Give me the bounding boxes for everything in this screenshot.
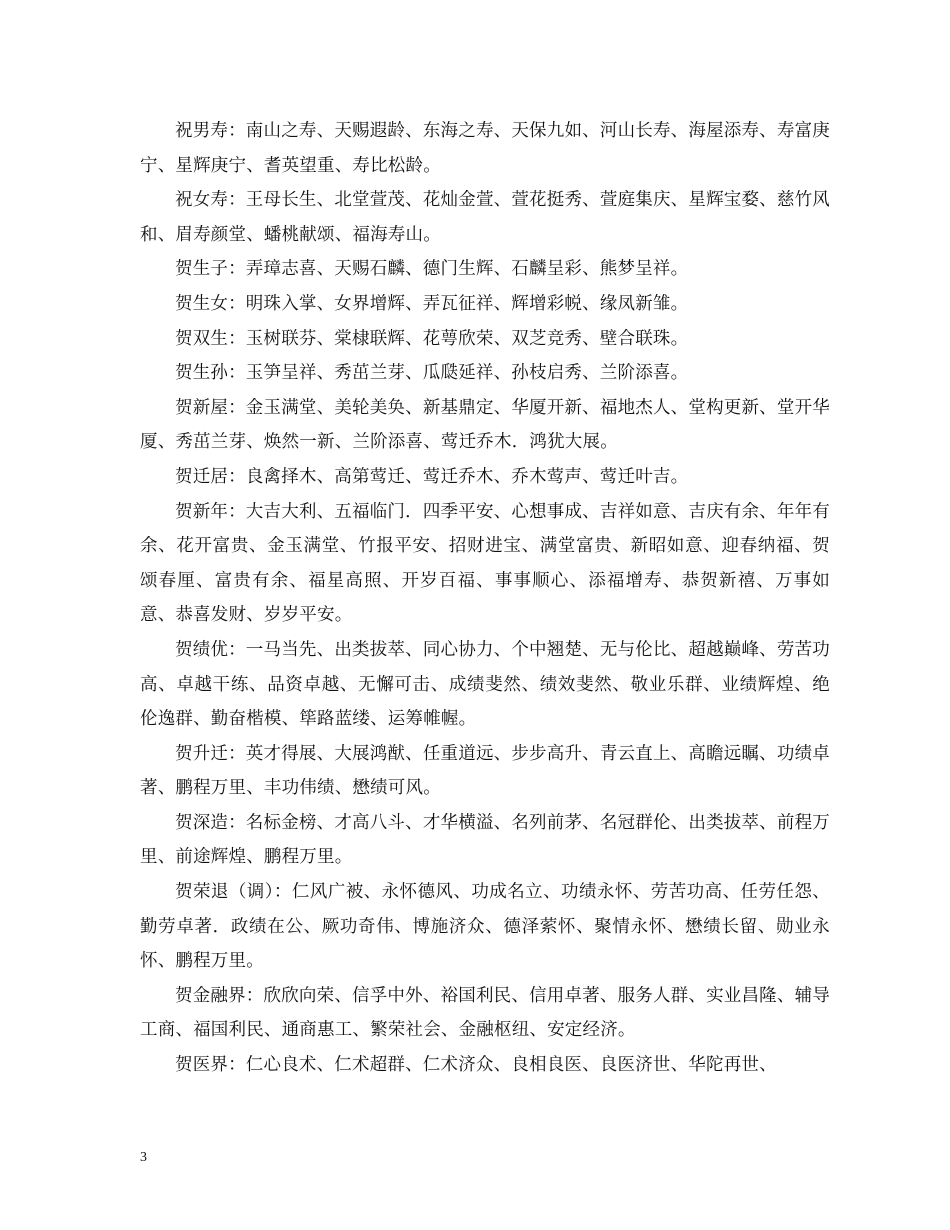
paragraph-moving: 贺迁居：良禽择木、高第莺迁、莺迁乔木、乔木莺声、莺迁叶吉。 bbox=[175, 466, 689, 487]
paragraph-twins: 贺双生：玉树联芬、棠棣联辉、花萼欣荣、双芝竞秀、壁合联珠。 bbox=[175, 328, 689, 349]
page-number: 3 bbox=[140, 1150, 147, 1165]
paragraph-birth-son: 贺生子：弄璋志喜、天赐石麟、德门生辉、石麟呈彩、熊梦呈祥。 bbox=[175, 259, 689, 280]
paragraph-new-year: 贺新年：大吉大利、五福临门．四季平安、心想事成、吉祥如意、吉庆有余、年年有余、花开富贵、金玉满堂、竹报平安、招财进宝、满堂富贵、新昭如意、迎春纳福、贺颂春厘、富贵有余、福星高照、开岁百福、事事顺心、添福增寿、恭贺新禧、万事如意、恭喜发财、岁岁平安。 bbox=[140, 501, 830, 626]
document-body bbox=[140, 114, 830, 1083]
paragraph-grandchild: 贺生孙：玉笋呈祥、秀茁兰芽、瓜瓞延祥、孙枝启秀、兰阶添喜。 bbox=[175, 363, 689, 384]
paragraph-new-house: 贺新屋：金玉满堂、美轮美奂、新基鼎定、华厦开新、福地杰人、堂构更新、堂开华厦、秀茁兰芽、焕然一新、兰阶添喜、莺迁乔木．鸿犹大展。 bbox=[140, 397, 830, 453]
paragraph-finance: 贺金融界：欣欣向荣、信孚中外、裕国利民、信用卓著、服务人群、实业昌隆、辅导工商、福国利民、通商惠工、繁荣社会、金融枢纽、安定经济。 bbox=[140, 985, 830, 1041]
paragraph-female-longevity: 祝女寿：王母长生、北堂萱茂、花灿金萱、萱花挺秀、萱庭集庆、星辉宝婺、慈竹风和、眉寿颜堂、蟠桃献颂、福海寿山。 bbox=[140, 190, 830, 245]
paragraph-medical: 贺医界：仁心良术、仁术超群、仁术济众、良相良医、良医济世、华陀再世、 bbox=[175, 1055, 777, 1076]
paragraph-performance: 贺绩优：一马当先、出类拔萃、同心协力、个中翘楚、无与伦比、超越巅峰、劳苦功高、卓越干练、品资卓越、无懈可击、成绩斐然、绩效斐然、敬业乐群、业绩辉煌、绝伦逸群、勤奋楷模、筚路蓝缕、运筹帷幄。 bbox=[140, 639, 830, 730]
paragraph-further-study: 贺深造：名标金榜、才高八斗、才华横溢、名列前茅、名冠群伦、出类拔萃、前程万里、前途辉煌、鹏程万里。 bbox=[140, 812, 830, 868]
paragraph-birth-daughter: 贺生女：明珠入掌、女界增辉、弄瓦征祥、辉增彩帨、缘凤新雏。 bbox=[175, 293, 689, 314]
paragraph-male-longevity: 祝男寿：南山之寿、天赐遐龄、东海之寿、天保九如、河山长寿、海屋添寿、寿富庚宁、星辉庚宁、耆英望重、寿比松龄。 bbox=[140, 121, 830, 176]
paragraph-promotion: 贺升迁：英才得展、大展鸿猷、任重道远、步步高升、青云直上、高瞻远瞩、功绩卓著、鹏程万里、丰功伟绩、懋绩可风。 bbox=[140, 743, 830, 799]
paragraph-retirement: 贺荣退（调）：仁风广被、永怀德风、功成名立、功绩永怀、劳苦功高、任劳任怨、勤劳卓著．政绩在公、厥功奇伟、博施济众、德泽萦怀、聚情永怀、懋绩长留、勋业永怀、鹏程万里。 bbox=[140, 882, 830, 972]
